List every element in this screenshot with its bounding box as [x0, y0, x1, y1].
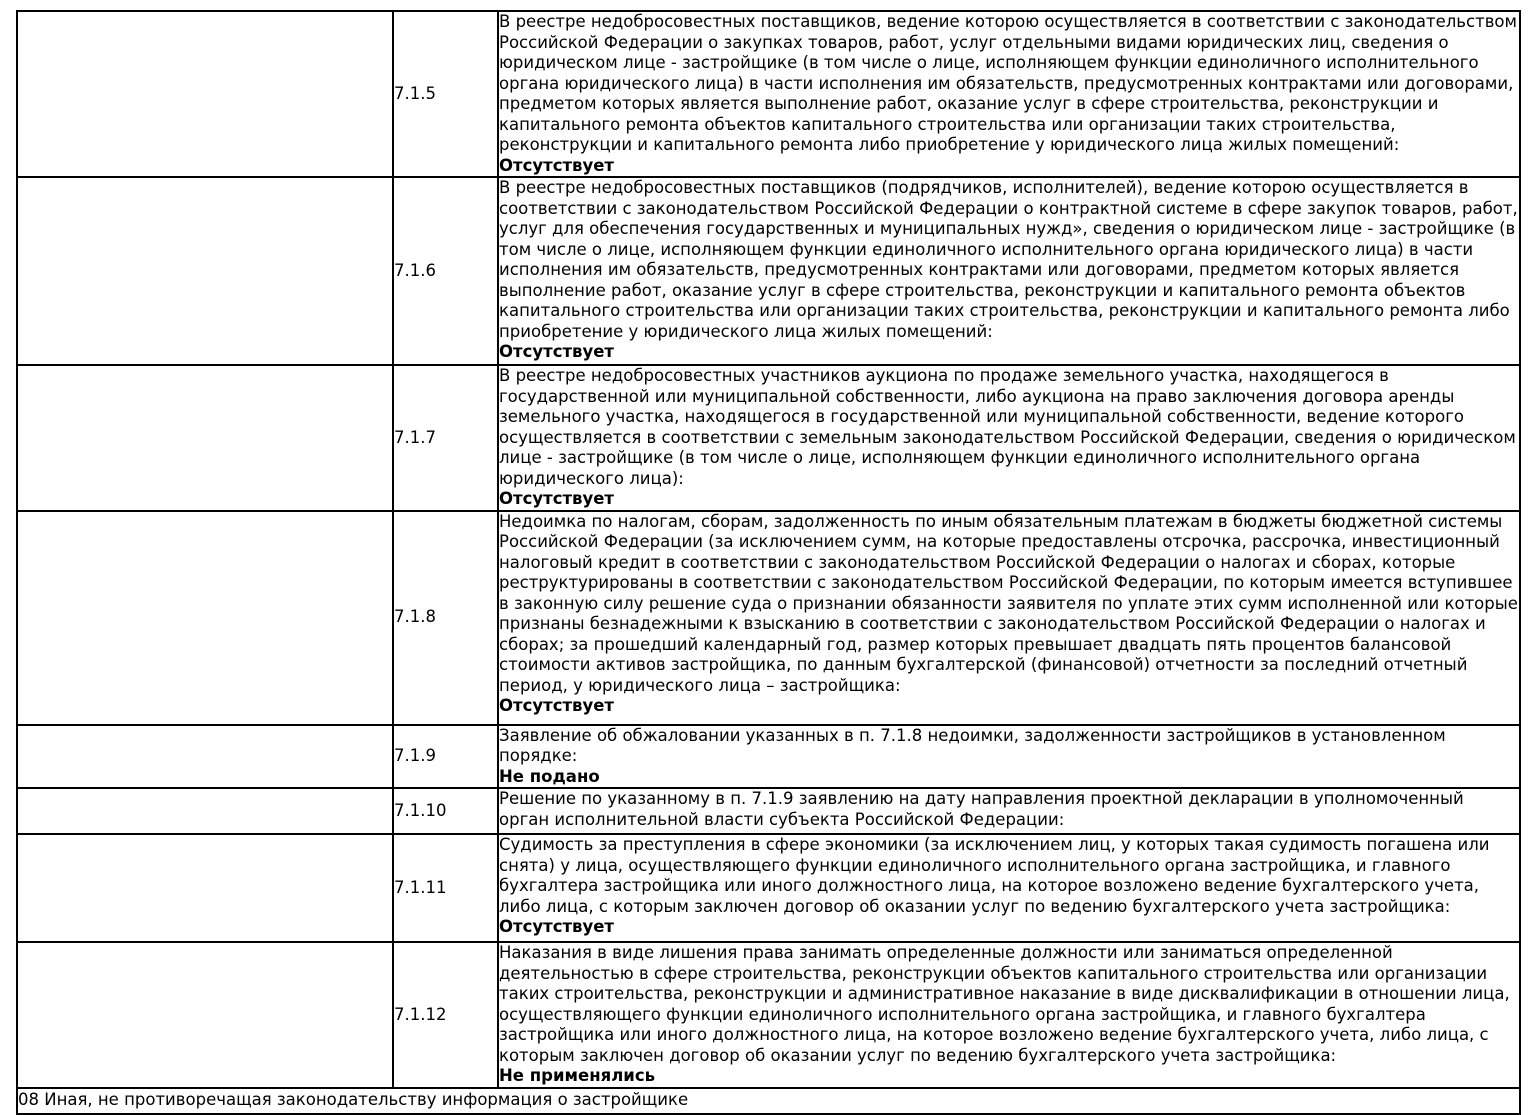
row-value: Отсутствует [499, 155, 614, 175]
row-value: Отсутствует [499, 342, 614, 361]
empty-cell [17, 725, 393, 789]
empty-cell [17, 365, 393, 511]
row-text: В реестре недобросовестных участников аукциона по продаже земельного участка, находящегося в государственной или муниципальной собственности, либо аукциона на право заключения договора аренды земельного участка, находящегося в государственной или муниципальной собственности, ведение которого осуществляется в соответствии с земельным законодательством Российской Федерации, сведения о юридическом лице - застройщике (в том числе о лице, исполняющем функции единоличного исполнительного органа юридического лица): [499, 366, 1516, 488]
row-value: Отсутствует [499, 696, 614, 715]
section-number: 7.1.7 [393, 365, 498, 511]
row-value: Отсутствует [499, 917, 614, 936]
section-number: 7.1.6 [393, 177, 498, 365]
row-text: Заявление об обжаловании указанных в п. 7.1.8 недоимки, задолженности застройщиков в установленном порядке: [499, 725, 1446, 765]
row-value: Отсутствует [499, 489, 614, 508]
declaration-table [16, 10, 1521, 1115]
row-text: В реестре недобросовестных поставщиков, ведение которою осуществляется в соответствии с законодательством Российской Федерации о закупках товаров, работ, услуг отдельными видами юридических лиц, сведения о юридическом лице - застройщике (в том числе о лице, исполняющем функции единоличного исполнительного органа юридического лица) в части исполнения им обязательств, предусмотренных контрактами или договорами, предметом которых является выполнение работ, оказание услуг в сфере строительства, реконструкции и капитального ремонта объектов капитального строительства или организации таких строительства, реконструкции и капитального ремонта либо приобретение у юридического лица жилых помещений: [499, 12, 1517, 154]
table-row [17, 725, 1520, 789]
table-row [17, 177, 1520, 365]
row-text: Судимость за преступления в сфере экономики (за исключением лиц, у которых такая судимость погашена или снята) у лица, осуществляющего функции единоличного исполнительного органа застройщика, и главного бухгалтера застройщика или иного должностного лица, на которое возложено ведение бухгалтерского учета, либо лица, с которым заключен договор об оказании услуг по ведению бухгалтерского учета застройщика: [499, 835, 1490, 916]
section-number: 7.1.9 [393, 725, 498, 789]
row-value: Не применялись [499, 1066, 656, 1085]
table-row [17, 365, 1520, 511]
row-value: Не подано [499, 766, 600, 786]
section-number: 7.1.5 [393, 11, 498, 177]
empty-cell [17, 942, 393, 1088]
section-number: 7.1.12 [393, 942, 498, 1088]
section-number: 7.1.8 [393, 511, 498, 725]
empty-cell [17, 834, 393, 942]
table-row [17, 942, 1520, 1088]
empty-cell [17, 788, 393, 834]
empty-cell [17, 11, 393, 177]
empty-cell [17, 511, 393, 725]
section-number: 7.1.11 [393, 834, 498, 942]
row-text: Решение по указанному в п. 7.1.9 заявлению на дату направления проектной декларации в уполномоченный орган исполнительной власти субъекта Российской Федерации: [499, 789, 1464, 829]
table-footer-row [17, 1088, 1520, 1114]
empty-cell [17, 177, 393, 365]
section-08-header: 08 Иная, не противоречащая законодательству информация о застройщике [17, 1088, 1520, 1114]
section-number: 7.1.10 [393, 788, 498, 834]
table-row [17, 788, 1520, 834]
row-text: В реестре недобросовестных поставщиков (подрядчиков, исполнителей), ведение которою осуществляется в соответствии с законодательством Российской Федерации о контрактной системе в сфере закупок товаров, работ, услуг для обеспечения государственных и муниципальных нужд», сведения о юридическом лице - застройщике (в том числе о лице, исполняющем функции единоличного исполнительного органа юридического лица) в части исполнения им обязательств, предусмотренных контрактами или договорами, предметом которых является выполнение работ, оказание услуг в сфере строительства, реконструкции и капитального ремонта объектов капитального строительства или организации таких строительства, реконструкции и капитального ремонта либо приобретение у юридического лица жилых помещений: [499, 178, 1518, 341]
table-row [17, 834, 1520, 942]
row-text: Недоимка по налогам, сборам, задолженность по иным обязательным платежам в бюджеты бюджетной системы Российской Федерации (за исключением сумм, на которые предоставлены отсрочка, рассрочка, инвестиционный налоговый кредит в соответствии с законодательством Российской Федерации о налогах и сборах, которые реструктурированы в соответствии с законодательством Российской Федерации, по которым имеется вступившее в законную силу решение суда о признании обязанности заявителя по уплате этих сумм исполненной или которые признаны безнадежными к взысканию в соответствии с законодательством Российской Федерации о налогах и сборах; за прошедший календарный год, размер которых превышает двадцать пять процентов балансовой стоимости активов застройщика, по данным бухгалтерской (финансовой) отчетности за последний отчетный период, у юридического лица – застройщика: [499, 511, 1518, 695]
table-row [17, 511, 1520, 725]
row-text: Наказания в виде лишения права занимать определенные должности или заниматься определенной деятельностью в сфере строительства, реконструкции объектов капитального строительства или организации таких строительства, реконструкции и административное наказание в виде дисквалификации в отношении лица, осуществляющего функции единоличного исполнительного органа застройщика, и главного бухгалтера застройщика или иного должностного лица, на которое возложено ведение бухгалтерского учета, либо лица, с которым заключен договор об оказании услуг по ведению бухгалтерского учета застройщика: [499, 943, 1510, 1065]
table-row [17, 11, 1520, 177]
